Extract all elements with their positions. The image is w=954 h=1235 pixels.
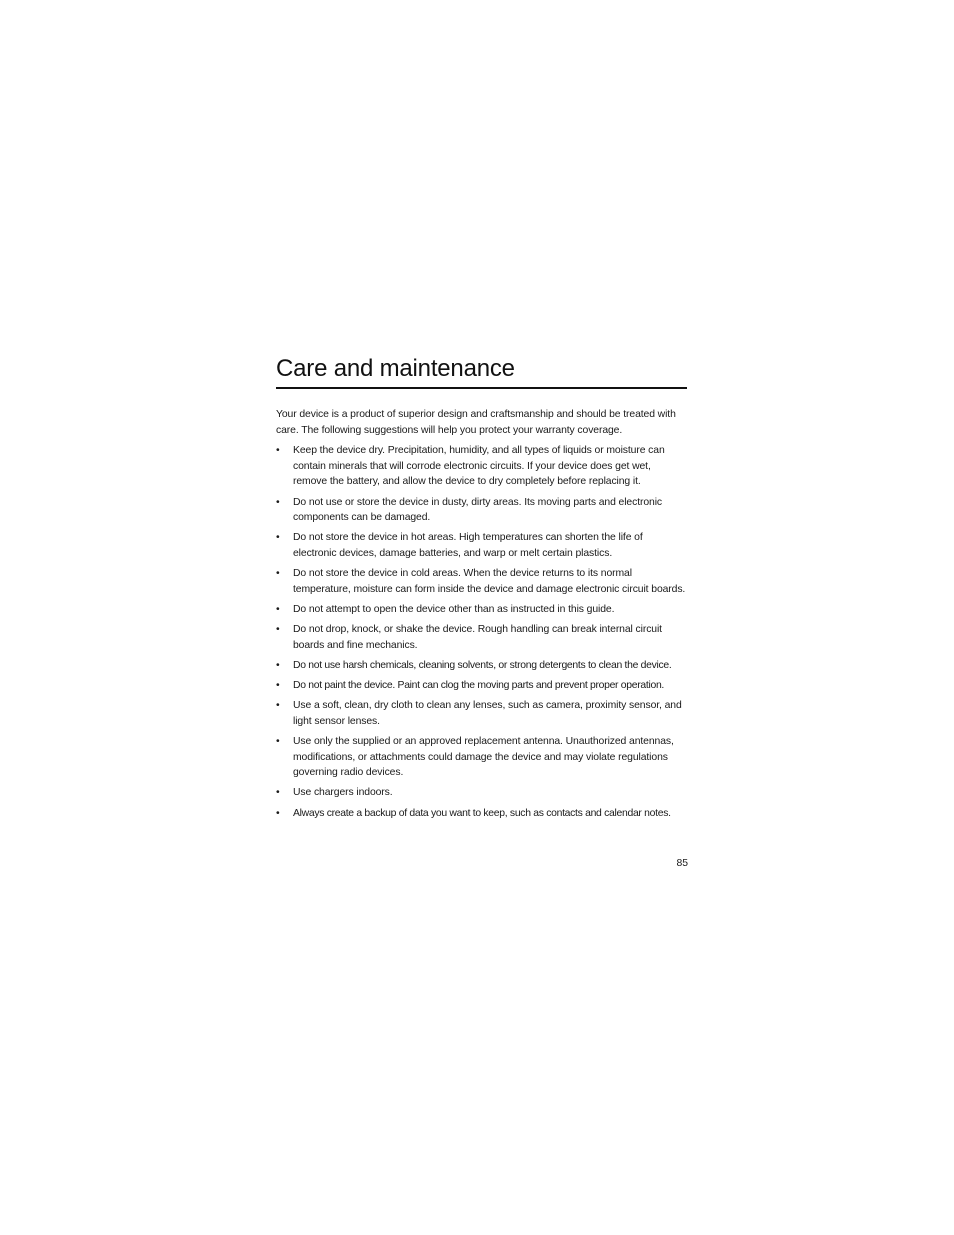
intro-paragraph: Your device is a product of superior design and craftsmanship and should be treated with care. The following suggestions will help you protect your warranty coverage.	[276, 409, 676, 436]
document-page	[276, 352, 687, 826]
bullet-icon: •	[276, 532, 280, 544]
list-item	[276, 602, 687, 618]
bullet-icon: •	[276, 624, 280, 636]
list-item-text: Use chargers indoors.	[293, 787, 393, 799]
list-item	[276, 495, 687, 526]
bullet-icon: •	[276, 787, 280, 799]
bullet-icon: •	[276, 807, 280, 819]
bullet-icon: •	[276, 736, 280, 748]
care-tips-list	[276, 443, 687, 821]
list-item	[276, 698, 687, 729]
list-item	[276, 443, 687, 490]
list-item	[276, 566, 687, 597]
bullet-icon: •	[276, 568, 280, 580]
list-item	[276, 678, 687, 694]
list-item-text: Do not paint the device. Paint can clog the moving parts and prevent proper operation.	[293, 680, 665, 692]
list-item-text: Always create a backup of data you want to keep, such as contacts and calendar notes.	[293, 807, 671, 819]
list-item-text: Do not use or store the device in dusty, dirty areas. Its moving parts and electronic components can be damaged.	[293, 496, 663, 524]
bullet-icon: •	[276, 700, 280, 712]
list-item-text: Do not attempt to open the device other than as instructed in this guide.	[293, 603, 615, 615]
bullet-icon: •	[276, 496, 280, 508]
list-item-text: Do not store the device in hot areas. High temperatures can shorten the life of electronic devices, damage batteries, and warp or melt certain plastics.	[293, 532, 643, 559]
list-item-text: Use a soft, clean, dry cloth to clean any lenses, such as camera, proximity sensor, and light sensor lenses.	[293, 700, 682, 727]
title-underline	[276, 387, 687, 389]
bullet-icon: •	[276, 680, 280, 692]
list-item-text: Use only the supplied or an approved replacement antenna. Unauthorized antennas, modifications, or attachments could damage the device and may violate regulations governing radio devices.	[293, 736, 674, 779]
bullet-icon: •	[276, 603, 280, 615]
list-item	[276, 785, 687, 801]
list-item	[276, 806, 687, 822]
list-item	[276, 734, 687, 781]
page-title: Care and maintenance	[276, 355, 515, 382]
list-item-text: Do not drop, knock, or shake the device. Rough handling can break internal circuit boards and fine mechanics.	[293, 624, 662, 651]
list-item	[276, 658, 687, 674]
bullet-icon: •	[276, 659, 280, 671]
bullet-icon: •	[276, 445, 280, 457]
list-item-text: Do not use harsh chemicals, cleaning solvents, or strong detergents to clean the device.	[293, 659, 672, 671]
page-number: 85	[676, 858, 688, 869]
list-item	[276, 530, 687, 561]
list-item-text: Keep the device dry. Precipitation, humidity, and all types of liquids or moisture can contain minerals that will corrode electronic circuits. If your device does get wet, remove the battery, and allow the device to dry completely before replacing it.	[293, 445, 665, 488]
list-item-text: Do not store the device in cold areas. When the device returns to its normal temperature, moisture can form inside the device and damage electronic circuit boards.	[293, 568, 686, 595]
list-item	[276, 622, 687, 653]
